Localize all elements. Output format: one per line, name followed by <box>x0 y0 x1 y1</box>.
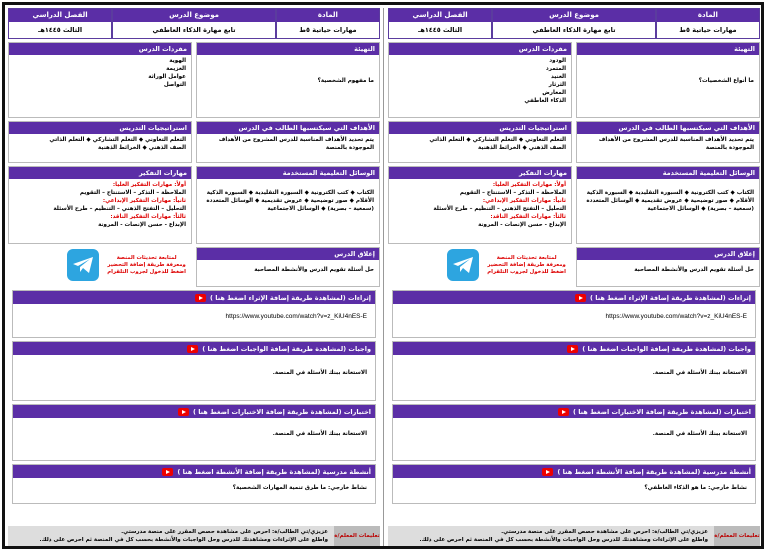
term-value: الثالث ١٤٤٥هـ <box>38 26 83 34</box>
skills-item: ثانياً: مهارات التفكير الإبداعي: <box>482 198 566 204</box>
skills-list <box>9 179 191 231</box>
lesson-header <box>8 8 380 39</box>
teacher-instructions <box>8 526 380 546</box>
activities-text: نشاط خارجي: ما طرق تنمية المهارات الشخصية؟ <box>232 485 367 491</box>
activities-heading[interactable]: أنشطة مدرسية (لمشاهدة طريقة إضافة الأنشطة اضغط هنا ) <box>177 467 371 476</box>
activities-section <box>12 464 376 504</box>
goals-box <box>576 121 760 163</box>
vocab-item: العنيد <box>551 74 566 80</box>
intro-box <box>196 42 380 118</box>
homework-text: الاستعانة ببنك الأسئلة في المنصة. <box>272 370 367 376</box>
telegram-icon[interactable] <box>67 249 99 281</box>
lesson-plan-page <box>8 8 380 546</box>
strategies-line: الصف الذهني ◆ الخرائط الذهنية <box>98 145 186 151</box>
media-line: الكتاب ◆ كتب الكترونية ◆ السبورة التقليدية ◆ السبورة الذكية <box>586 190 754 196</box>
goals-text: يتم تحديد الأهداف المناسبة للدرس المشروح من الأهداف الموجودة بالمنصة <box>598 137 754 151</box>
goals-heading: الأهداف التي سيكتسبها الطالب في الدرس <box>197 122 379 134</box>
enrichment-section <box>392 290 756 338</box>
youtube-icon[interactable] <box>162 468 173 476</box>
homework-section <box>12 341 376 401</box>
strategies-box <box>8 121 192 163</box>
topic-heading: موضوع الدرس <box>493 9 655 22</box>
closing-heading: إغلاق الدرس <box>197 248 379 260</box>
media-box <box>576 166 760 244</box>
term-heading: الفصل الدراسي <box>389 9 491 22</box>
telegram-line: لمتابعة تحديثات المنصة <box>496 254 557 261</box>
topic-value: تابع مهارة الذكاء العاطفي <box>532 26 616 34</box>
youtube-icon[interactable] <box>558 408 569 416</box>
instructions-line: عزيزي/تي الطالب/ة: احرص على مشاهدة حصص المقرر على منصة مدرستي. <box>501 529 708 535</box>
tests-section <box>12 404 376 461</box>
subject-cell <box>656 8 760 39</box>
skills-item: التحليل – التفتح الذهني – التنظيم – طرح الأسئلة <box>53 206 186 212</box>
youtube-icon[interactable] <box>567 345 578 353</box>
intro-box <box>576 42 760 118</box>
media-heading: الوسائل التعليمية المستخدمة <box>577 167 759 179</box>
vocab-box <box>388 42 572 118</box>
skills-item: الإبداع - حسن الإنصات - المرونة <box>478 222 566 228</box>
homework-heading[interactable]: واجبات (لمشاهدة طريقة إضافة الواجبات اضغط هنا ) <box>582 344 751 353</box>
instructions-label: تعليمات المعلم/ة <box>714 526 760 546</box>
lesson-header <box>388 8 760 39</box>
youtube-icon[interactable] <box>542 468 553 476</box>
strategies-box <box>388 121 572 163</box>
telegram-line: ومعرفة طريقة إضافة التحضير <box>487 261 566 268</box>
lesson-plan-page <box>388 8 760 546</box>
term-heading: الفصل الدراسي <box>9 9 111 22</box>
enrichment-link[interactable]: https://www.youtube.com/watch?v=z_KiU4nES-E <box>605 313 747 320</box>
youtube-icon[interactable] <box>195 294 206 302</box>
subject-heading: المادة <box>277 9 379 22</box>
intro-text: ما مفهوم الشخصية؟ <box>317 78 374 84</box>
vocab-item: المتمرد <box>545 66 566 72</box>
skills-box <box>388 166 572 244</box>
instructions-line: واطلع على الإثراءات ومشاهدتك للدرس وحل الواجبات والأنشطة بحسب كل في المنصة ثم احرص على ذلك. <box>39 537 328 543</box>
telegram-line: اضغط للدخول لجروب التلقرام <box>487 268 566 275</box>
instructions-label: تعليمات المعلم/ة <box>334 526 380 546</box>
vocab-item: الثرثار <box>548 82 566 88</box>
enrichment-heading[interactable]: إثراءات (لمشاهدة طريقة إضافة الإثراء اضغط هنا ) <box>210 293 371 302</box>
tests-text: الاستعانة ببنك الأسئلة في المنصة. <box>652 431 747 437</box>
skills-item: ثالثاً: مهارات التفكير الناقد: <box>490 214 566 220</box>
enrichment-section <box>12 290 376 338</box>
activities-text: نشاط خارجي: ما هو الذكاء العاطفي؟ <box>644 485 747 491</box>
media-box <box>196 166 380 244</box>
youtube-icon[interactable] <box>575 294 586 302</box>
youtube-icon[interactable] <box>187 345 198 353</box>
strategies-line: التعلم التعاوني ◆ التعلم التشاركي ◆ التعلم الذاتي <box>429 137 566 143</box>
strategies-line: التعلم التعاوني ◆ التعلم التشاركي ◆ التعلم الذاتي <box>49 137 186 143</box>
skills-item: الإبداع - حسن الإنصات - المرونة <box>98 222 186 228</box>
closing-text: حل أسئلة تقويم الدرس والأنشطة المصاحبة <box>634 267 754 273</box>
vocab-heading: مفردات الدرس <box>9 43 191 55</box>
goals-heading: الأهداف التي سيكتسبها الطالب في الدرس <box>577 122 759 134</box>
skills-list <box>389 179 571 231</box>
enrichment-link[interactable]: https://www.youtube.com/watch?v=z_KiU4nES-E <box>225 313 367 320</box>
telegram-line: لمتابعة تحديثات المنصة <box>116 254 177 261</box>
skills-item: ثالثاً: مهارات التفكير الناقد: <box>110 214 186 220</box>
closing-text: حل أسئلة تقويم الدرس والأنشطة المصاحبة <box>254 267 374 273</box>
vocab-item: المعارض <box>542 90 566 96</box>
vocab-box <box>8 42 192 118</box>
topic-cell <box>492 8 656 39</box>
vocab-list <box>9 55 191 91</box>
intro-heading: التهيئة <box>197 43 379 55</box>
goals-text: يتم تحديد الأهداف المناسبة للدرس المشروح من الأهداف الموجودة بالمنصة <box>218 137 374 151</box>
homework-section <box>392 341 756 401</box>
intro-text: ما أنواع الشخصيات؟ <box>698 78 754 84</box>
term-value: الثالث ١٤٤٥هـ <box>418 26 463 34</box>
vocab-item: العزيمة <box>166 66 186 72</box>
skills-item: التحليل – التفتح الذهني – التنظيم – طرح الأسئلة <box>433 206 566 212</box>
topic-cell <box>112 8 276 39</box>
skills-item: الملاحظة – التذكر – الاستنتاج – التقويم <box>459 190 566 196</box>
vocab-heading: مفردات الدرس <box>389 43 571 55</box>
telegram-icon[interactable] <box>447 249 479 281</box>
closing-box <box>576 247 760 287</box>
strategies-heading: استراتيجيات التدريس <box>9 122 191 134</box>
media-line: الأقلام ◆ صور توضيحية ◆ عروض تقديمية ◆ الوسائل المتعددة <box>586 198 754 204</box>
telegram-text <box>487 255 566 276</box>
skills-heading: مهارات التفكير <box>9 167 191 179</box>
media-line: الأقلام ◆ صور توضيحية ◆ عروض تقديمية ◆ الوسائل المتعددة <box>206 198 374 204</box>
skills-item: الملاحظة – التذكر – الاستنتاج – التقويم <box>79 190 186 196</box>
instructions-line: واطلع على الإثراءات ومشاهدتك للدرس وحل الواجبات والأنشطة بحسب كل في المنصة ثم احرص على ذلك. <box>419 537 708 543</box>
instructions-line: عزيزي/تي الطالب/ة: احرص على مشاهدة حصص المقرر على منصة مدرستي. <box>121 529 328 535</box>
media-line: الكتاب ◆ كتب الكترونية ◆ السبورة التقليدية ◆ السبورة الذكية <box>206 190 374 196</box>
strategies-line: الصف الذهني ◆ الخرائط الذهنية <box>478 145 566 151</box>
closing-box <box>196 247 380 287</box>
telegram-promo[interactable] <box>388 247 572 287</box>
topic-value: تابع مهارة الذكاء العاطفي <box>152 26 236 34</box>
vocab-item: الذكاء العاطفي <box>524 98 566 104</box>
term-cell <box>8 8 112 39</box>
tests-heading[interactable]: اختبارات (لمشاهدة طريقة إضافة الاختبارات اضغط هنا ) <box>192 407 371 416</box>
tests-section <box>392 404 756 461</box>
page-divider <box>383 8 384 546</box>
vocab-list <box>389 55 571 107</box>
closing-heading: إغلاق الدرس <box>577 248 759 260</box>
skills-item: أولاً: مهارات التفكير العليا: <box>492 182 566 188</box>
tests-text: الاستعانة ببنك الأسئلة في المنصة. <box>272 431 367 437</box>
activities-heading[interactable]: أنشطة مدرسية (لمشاهدة طريقة إضافة الأنشطة اضغط هنا ) <box>557 467 751 476</box>
homework-heading[interactable]: واجبات (لمشاهدة طريقة إضافة الواجبات اضغط هنا ) <box>202 344 371 353</box>
tests-heading[interactable]: اختبارات (لمشاهدة طريقة إضافة الاختبارات اضغط هنا ) <box>572 407 751 416</box>
subject-value: مهارات حياتية ٥ط <box>679 26 737 34</box>
strategies-heading: استراتيجيات التدريس <box>389 122 571 134</box>
telegram-promo[interactable] <box>8 247 192 287</box>
vocab-item: عوامل الوراثة <box>148 74 186 80</box>
homework-text: الاستعانة ببنك الأسئلة في المنصة. <box>652 370 747 376</box>
skills-heading: مهارات التفكير <box>389 167 571 179</box>
skills-item: ثانياً: مهارات التفكير الإبداعي: <box>102 198 186 204</box>
subject-cell <box>276 8 380 39</box>
media-line: (سمعية – بصرية) ◆ الوسائل الاجتماعية <box>647 206 754 212</box>
topic-heading: موضوع الدرس <box>113 9 275 22</box>
subject-value: مهارات حياتية ٥ط <box>299 26 357 34</box>
subject-heading: المادة <box>657 9 759 22</box>
vocab-item: الودود <box>549 58 566 64</box>
media-heading: الوسائل التعليمية المستخدمة <box>197 167 379 179</box>
term-cell <box>388 8 492 39</box>
vocab-item: التواصل <box>163 82 186 88</box>
vocab-item: الهوية <box>169 58 186 64</box>
telegram-line: ومعرفة طريقة إضافة التحضير <box>107 261 186 268</box>
media-line: (سمعية – بصرية) ◆ الوسائل الاجتماعية <box>267 206 374 212</box>
youtube-icon[interactable] <box>178 408 189 416</box>
enrichment-heading[interactable]: إثراءات (لمشاهدة طريقة إضافة الإثراء اضغط هنا ) <box>590 293 751 302</box>
activities-section <box>392 464 756 504</box>
intro-heading: التهيئة <box>577 43 759 55</box>
skills-box <box>8 166 192 244</box>
skills-item: أولاً: مهارات التفكير العليا: <box>112 182 186 188</box>
telegram-text <box>107 255 186 276</box>
telegram-line: اضغط للدخول لجروب التلقرام <box>107 268 186 275</box>
goals-box <box>196 121 380 163</box>
teacher-instructions <box>388 526 760 546</box>
